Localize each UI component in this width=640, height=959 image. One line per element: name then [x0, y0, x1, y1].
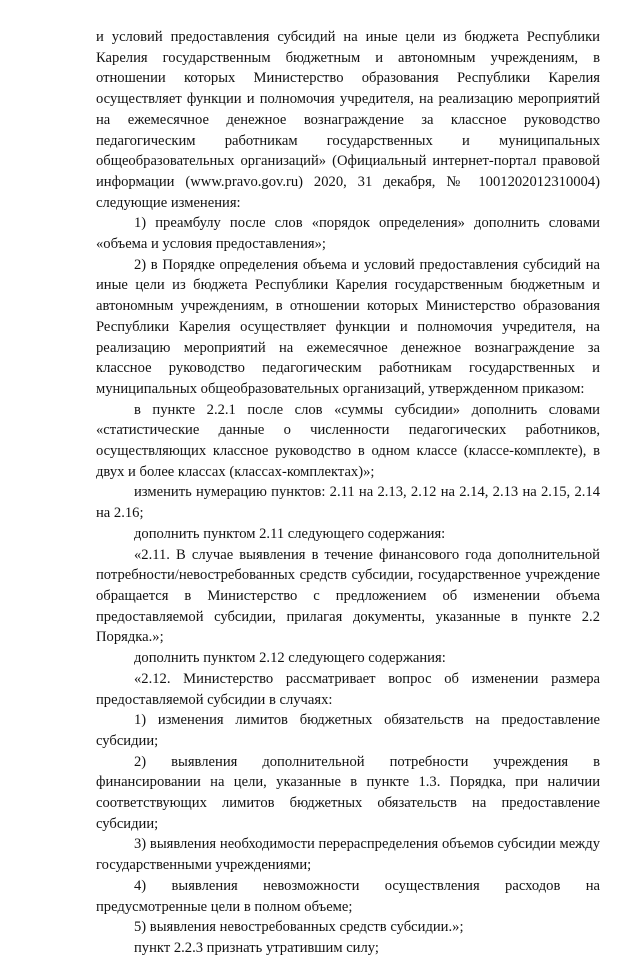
paragraph-text-2-11: «2.11. В случае выявления в течение финансового года дополнительной потребности/невостребованных средств субсидии, государственное учреждение обращается в Министерство с предложением об изменении объема предоставляемой субсидии, прилагая документы, указанные в пункте 2.2 Порядка.»; — [96, 546, 600, 646]
paragraph-continuation: и условий предоставления субсидий на иные цели из бюджета Республики Карелия государственным бюджетным и автономным учреждениям, в отношении которых Министерство образования Республики Карелия осуществляет функции и полномочия учредителя, на реализацию мероприятий на ежемесячное денежное вознаграждение за классное руководство педагогическим работникам государственных и муниципальных общеобразовательных организаций» (Официальный интернет-портал правовой информации (www.pravo.gov.ru) 2020, 31 декабря, № 1001202012310004) следующие изменения: — [96, 29, 600, 211]
paragraph-add-2-12: дополнить пунктом 2.12 следующего содержания: — [134, 650, 446, 667]
paragraph-case-2: 2) выявления дополнительной потребности учреждения в финансировании на цели, указанные в пункте 1.3. Порядка, при наличии соответствующих лимитов бюджетных обязательств на предоставление субсидии; — [96, 753, 600, 832]
paragraph-case-1: 1) изменения лимитов бюджетных обязательств на предоставление субсидии; — [96, 712, 600, 749]
paragraph-item-1: 1) преамбулу после слов «порядок определения» дополнить словами «объема и условия предоставления»; — [96, 215, 600, 253]
paragraph-text-2-12: «2.12. Министерство рассматривает вопрос об изменении размера предоставляемой субсидии в случаях: — [96, 670, 600, 708]
paragraph-renumbering: изменить нумерацию пунктов: 2.11 на 2.13, 2.12 на 2.14, 2.13 на 2.15, 2.14 на 2.16; — [96, 484, 600, 522]
paragraph-case-5: 5) выявления невостребованных средств субсидии.»; — [134, 919, 464, 936]
paragraph-item-2: 2) в Порядке определения объема и условий предоставления субсидий на иные цели из бюджета Республики Карелия государственным бюджетным и автономным учреждениям, в отношении которых Министерство образования Республики Карелия осуществляет функции и полномочия учредителя, на реализацию мероприятий на ежемесячное денежное вознаграждение за классное руководство педагогическим работникам государственных и муниципальных общеобразовательных организаций, утвержденном приказом: — [96, 256, 600, 397]
document-page — [96, 27, 600, 959]
paragraph-case-3: 3) выявления необходимости перераспределения объемов субсидии между государственными учреждениями; — [96, 836, 600, 874]
paragraph-clause-2-2-1: в пункте 2.2.1 после слов «суммы субсидии» дополнить словами «статистические данные о численности педагогических работников, осуществляющих классное руководство в одном классе (классе-комплекте), в двух и более классах (классах-комплектах)»; — [96, 401, 600, 480]
paragraph-clause-2-2-3: пункт 2.2.3 признать утратившим силу; — [134, 939, 379, 956]
paragraph-add-2-11: дополнить пунктом 2.11 следующего содержания: — [134, 525, 446, 542]
paragraph-case-4: 4) выявления невозможности осуществления расходов на предусмотренные цели в полном объеме; — [96, 877, 600, 915]
